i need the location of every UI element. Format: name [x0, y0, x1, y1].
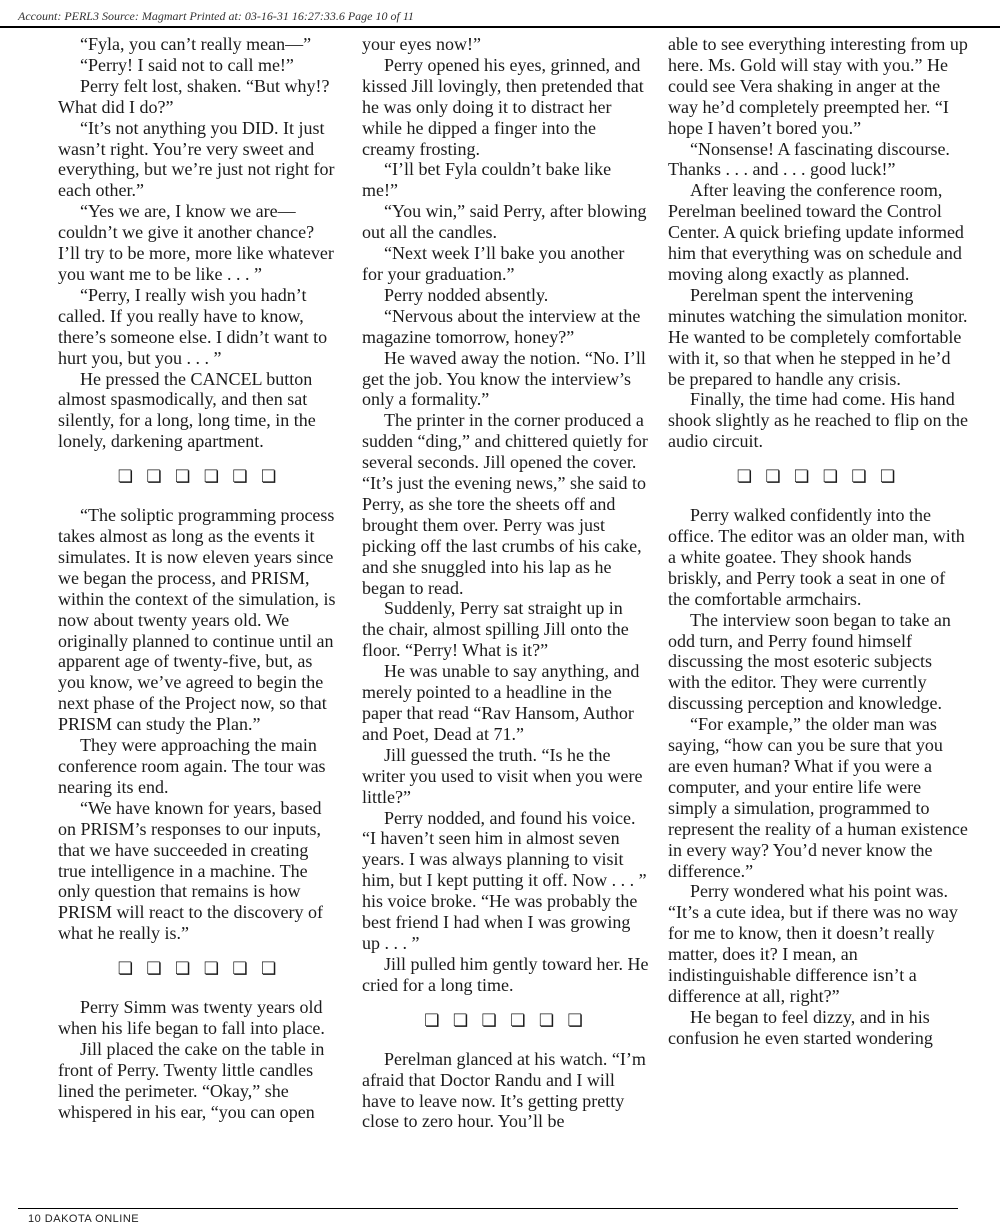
article-paragraph: Jill placed the cake on the table in front of Perry. Twenty little candles lined the perimeter. “Okay,” she whispered in his ear, “you can open — [58, 1038, 325, 1122]
section-break-ornament: ❏ ❏ ❏ ❏ ❏ ❏ — [736, 467, 900, 488]
article-paragraph: Perry felt lost, shaken. “But why!? What did I do?” — [58, 75, 330, 117]
article-paragraph: Jill guessed the truth. “Is he the writer you used to visit when you were little?” — [362, 744, 643, 807]
article-paragraph: “You win,” said Perry, after blowing out all the candles. — [362, 201, 647, 243]
text-column-2 — [362, 34, 649, 1132]
article-paragraph: Suddenly, Perry sat straight up in the chair, almost spilling Jill onto the floor. “Perry! What is it?” — [362, 598, 629, 661]
article-paragraph: “Fyla, you can’t really mean—” — [80, 34, 312, 54]
article-paragraph: They were approaching the main conference room again. The tour was nearing its end. — [58, 735, 326, 797]
article-paragraph: “For example,” the older man was saying, “how can you be sure that you are even human? What if you were a computer, and your entire life were simply a simulation, programmed to represent the reality of a human existence in every way? You’d never know the difference.” — [668, 714, 968, 881]
article-paragraph: able to see everything interesting from up here. Ms. Gold will stay with you.” He could see Vera shaking in anger at the way he’d completely preempted her. “I hope I haven’t bored you.” — [668, 34, 968, 138]
article-paragraph: “Nervous about the interview at the magazine tomorrow, honey?” — [362, 305, 641, 347]
article-paragraph: “Nonsense! A fascinating discourse. Thanks . . . and . . . good luck!” — [668, 138, 950, 180]
section-break-ornament: ❏ ❏ ❏ ❏ ❏ ❏ — [117, 959, 281, 980]
article-paragraph: “Perry! I said not to call me!” — [80, 54, 294, 75]
article-paragraph: Finally, the time had come. His hand shook slightly as he reached to flip on the audio circuit. — [668, 389, 968, 452]
article-paragraph: “The soliptic programming process takes almost as long as the events it simulates. It is now eleven years since we began the process, and PRISM, within the context of the simulation, is now about twenty years old. We originally planned to continue until an apparent age of twenty-five, but, as you know, we’ve agreed to begin the next phase of the Project now, so that PRISM can study the Plan.” — [58, 505, 336, 735]
article-paragraph: Perry nodded absently. — [384, 284, 549, 305]
article-paragraph: Perry walked confidently into the office. The editor was an older man, with a white goatee. They shook hands briskly, and Perry took a seat in one of the comfortable armchairs. — [668, 505, 965, 609]
article-paragraph: He waved away the notion. “No. I’ll get the job. You know the interview’s only a formality.” — [362, 347, 646, 410]
article-paragraph: “I’ll bet Fyla couldn’t bake like me!” — [362, 159, 612, 201]
article-paragraph: “Yes we are, I know we are—couldn’t we give it another chance? I’ll try to be more, more like whatever you want me to be like . . . ” — [58, 201, 334, 284]
article-paragraph: He began to feel dizzy, and in his confusion he even started wondering — [668, 1006, 933, 1048]
article-paragraph: “Next week I’ll bake you another for your graduation.” — [362, 243, 625, 284]
section-break-ornament: ❏ ❏ ❏ ❏ ❏ ❏ — [117, 467, 281, 488]
article-paragraph: Perelman glanced at his watch. “I’m afraid that Doctor Randu and I will have to leave now. It’s getting pretty close to zero hour. You’ll be — [362, 1048, 646, 1132]
article-paragraph: Perry nodded, and found his voice. “I haven’t seen him in almost seven years. I was always planning to visit him, but I kept putting it off. Now . . . ” his voice broke. “He was probably the best friend I had when I was growing up . . . ” — [362, 807, 647, 953]
article-paragraph: The interview soon began to take an odd turn, and Perry found himself discussing the most esoteric subjects with the editor. They were currently discussing perception and knowledge. — [668, 609, 951, 714]
article-paragraph: Perelman spent the intervening minutes watching the simulation monitor. He wanted to be completely comfortable with it, so that when he stepped in he’d be prepared to handle any crisis. — [668, 284, 968, 389]
footer-divider — [18, 1208, 958, 1209]
article-paragraph: Perry opened his eyes, grinned, and kissed Jill lovingly, then pretended that he was only doing it to distract her while he dipped a finger into the creamy frosting. — [362, 54, 644, 159]
page-footer: 10 DAKOTA ONLINE — [28, 1213, 140, 1225]
article-paragraph: “Perry, I really wish you hadn’t called. If you really have to know, there’s someone else. I didn’t want to hurt you, but you . . . ” — [58, 284, 328, 368]
article-paragraph: your eyes now!” — [362, 34, 481, 54]
article-paragraph: After leaving the conference room, Perelman beelined toward the Control Center. A quick briefing update informed him that everything was on schedule and moving along exactly as planned. — [668, 180, 964, 284]
print-header: Account: PERL3 Source: Magmart Printed at: 03-16-31 16:27:33.6 Page 10 of 11 — [18, 9, 414, 23]
section-break-ornament: ❏ ❏ ❏ ❏ ❏ ❏ — [424, 1010, 587, 1031]
text-column-3 — [668, 34, 968, 1049]
header-divider — [0, 26, 1000, 28]
article-paragraph: Jill pulled him gently toward her. He cried for a long time. — [362, 953, 649, 995]
article-paragraph: “We have known for years, based on PRISM’s responses to our inputs, that we have succeeded in creating true intelligence in a machine. The only question that remains is how PRISM will react to the discovery of what he really is.” — [58, 797, 323, 944]
article-paragraph: “It’s not anything you DID. It just wasn’t right. You’re very sweet and everything, but we’re just not right for each other.” — [58, 117, 335, 201]
article-paragraph: Perry Simm was twenty years old when his life began to fall into place. — [58, 997, 325, 1039]
article-paragraph: Perry wondered what his point was. “It’s a cute idea, but if there was no way for me to know, then it doesn’t really matter, does it? I mean, an indistinguishable difference isn’t a difference at all, right?” — [668, 881, 958, 1006]
article-paragraph: He pressed the CANCEL button almost spasmodically, and then sat silently, for a long, long time, in the lonely, darkening apartment. — [58, 368, 316, 452]
article-paragraph: He was unable to say anything, and merely pointed to a headline in the paper that read “Rav Hansom, Author and Poet, Dead at 71.” — [362, 661, 640, 744]
article-paragraph: The printer in the corner produced a sudden “ding,” and chittered quietly for several seconds. Jill opened the cover. “It’s just the evening news,” she said to Perry, as she tore the sheets off and brought them over. Perry was just picking off the last crumbs of his cake, and she snuggled into his lap as he began to read. — [362, 410, 648, 598]
text-column-1 — [58, 34, 340, 1123]
